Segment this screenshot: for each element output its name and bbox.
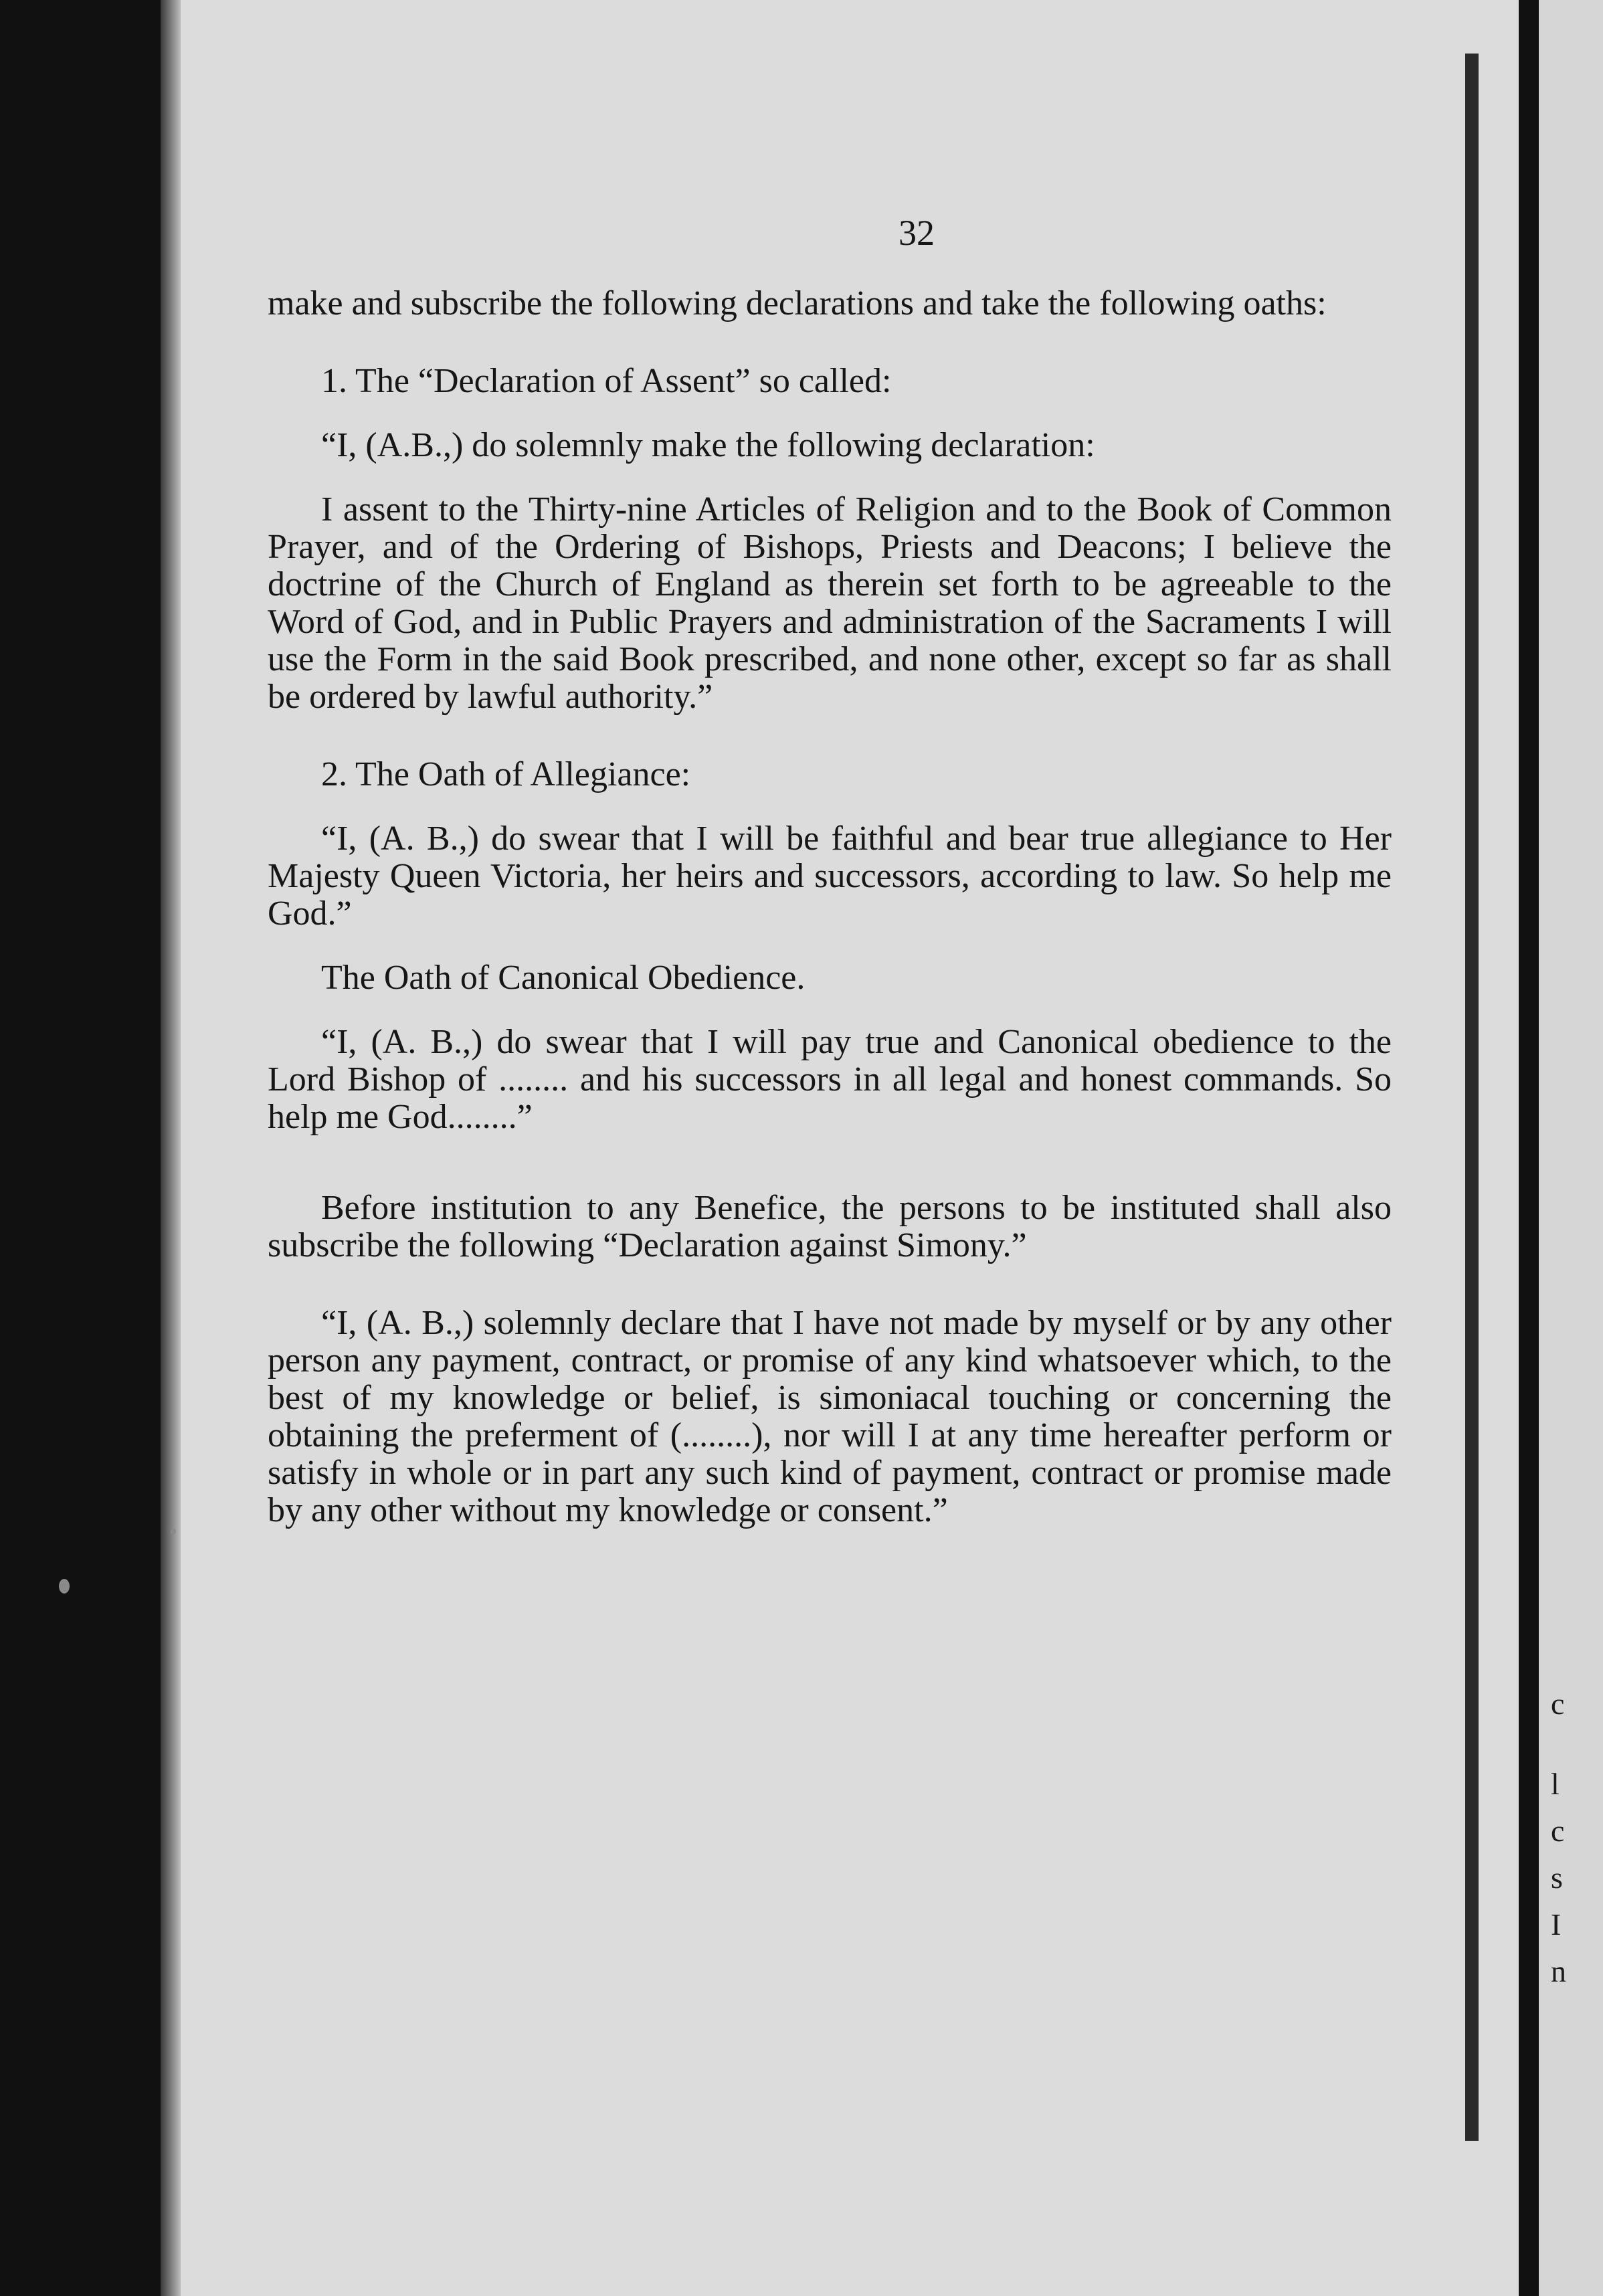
oath-of-canonical-obedience-heading: The Oath of Canonical Obedience. — [321, 959, 806, 997]
adjacent-page-fragment: l — [1551, 1767, 1560, 1801]
scan-blemish — [59, 1579, 70, 1594]
oath-of-allegiance-text: “I, (A. B.,) do swear that I will be faithful and bear true allegiance to Her Majesty Queen Victoria, her heirs and successors, according to law. So help me God.” — [268, 820, 1392, 933]
adjacent-page-fragment: n — [1551, 1954, 1566, 1988]
declaration-of-assent-intro: “I, (A.B.,) do solemnly make the following declaration: — [321, 426, 1095, 464]
page-content — [268, 214, 1392, 1529]
adjacent-page-fragment: c — [1551, 1687, 1565, 1721]
adjacent-page-fragment: c — [1551, 1814, 1565, 1848]
page-number: 32 — [899, 213, 935, 253]
benefice-instruction-paragraph: Before institution to any Benefice, the persons to be instituted shall also subscribe the following “Declaration against Simony.” — [268, 1189, 1392, 1264]
intro-paragraph: make and subscribe the following declarations and take the following oaths: — [268, 284, 1327, 322]
scan-blemish — [171, 1529, 176, 1534]
oath-of-allegiance-heading: 2. The Oath of Allegiance: — [321, 755, 691, 793]
adjacent-page-fragment: I — [1551, 1907, 1562, 1941]
page-edge-shadow — [161, 0, 181, 2296]
adjacent-page-fragment: s — [1551, 1860, 1563, 1895]
book-spine — [1465, 54, 1479, 2141]
declaration-of-assent-body: I assent to the Thirty-nine Articles of Religion and to the Book of Common Prayer, and of the Ordering of Bishops, Priests and Deacons; I believe the doctrine of the Church of England as therein set forth to be agreeable to the Word of God, and in Public Prayers and administration of the Sacraments I will use the Form in the said Book prescribed, and none other, except so far as shall be ordered by lawful authority.” — [268, 490, 1392, 716]
oath-of-canonical-obedience-text: “I, (A. B.,) do swear that I will pay true and Canonical obedience to the Lord Bishop of ........ and his successors in all legal and honest commands. So help me God........” — [268, 1023, 1392, 1136]
declaration-against-simony-text: “I, (A. B.,) solemnly declare that I have not made by myself or by any other person any payment, contract, or promise of any kind whatsoever which, to the best of my knowledge or belief, is simoniacal touching or concerning the obtaining the preferment of (........), nor will I at any time hereafter perform or satisfy in whole or in part any such kind of payment, contract or promise made by any other without my knowledge or consent.” — [268, 1304, 1392, 1529]
declaration-of-assent-heading: 1. The “Declaration of Assent” so called: — [321, 362, 892, 400]
adjacent-page-edge — [1539, 0, 1603, 2296]
